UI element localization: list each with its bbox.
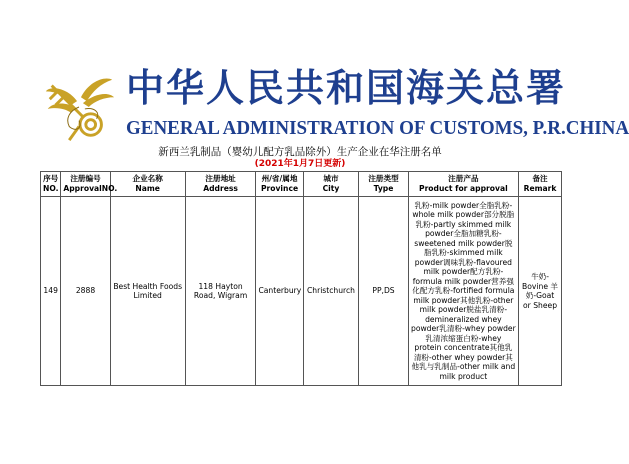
cell-remark: 牛奶-Bovine 羊奶-Goat or Sheep xyxy=(519,197,562,386)
update-date-note: (2021年1月7日更新) xyxy=(254,159,346,169)
column-header-approval-no: 注册编号 ApprovalNO. xyxy=(61,172,110,197)
list-subtitle: 新西兰乳制品（婴幼儿配方乳品除外）生产企业在华注册名单 xyxy=(158,146,442,158)
cell-city: Christchurch xyxy=(303,197,359,386)
document-header xyxy=(0,0,629,169)
column-header-city: 城市 City xyxy=(303,172,359,197)
registration-table xyxy=(40,171,562,386)
cell-approval-no: 2888 xyxy=(61,197,110,386)
cell-province: Canterbury xyxy=(256,197,303,386)
column-header-address: 注册地址 Address xyxy=(185,172,256,197)
cell-address: 118 Hayton Road, Wigram xyxy=(185,197,256,386)
column-header-type: 注册类型 Type xyxy=(359,172,408,197)
cell-no: 149 xyxy=(41,197,61,386)
cell-type: PP,DS xyxy=(359,197,408,386)
title-chinese: 中华人民共和国海关总署 xyxy=(126,65,567,110)
cell-name: Best Health Foods Limited xyxy=(110,197,185,386)
table-row xyxy=(41,197,562,386)
cell-products: 乳粉-milk powder全脂乳粉-whole milk powder部分脱脂乳粉-partly skimmed milk powder全脂加糖乳粉-sweetened milk powder脱脂乳粉-skimmed milk powder调味乳粉-flavoured milk powder配方乳粉-formula milk powder营养强化配方乳粉-fortified formula milk powder其他乳粉-other milk powder脱盐乳清粉-demineralized whey powder乳清粉-whey powder乳清浓缩蛋白粉-whey protein concentrate其他乳清粉-other whey powder其他乳与乳制品-other milk and milk product xyxy=(408,197,518,386)
column-header-province: 州/省/属地 Province xyxy=(256,172,303,197)
column-header-no: 序号 NO. xyxy=(41,172,61,197)
customs-emblem-icon xyxy=(40,68,118,146)
column-header-product: 注册产品 Product for approval xyxy=(408,172,518,197)
table-header-row xyxy=(41,172,562,197)
title-english: GENERAL ADMINISTRATION OF CUSTOMS, P.R.CHINA xyxy=(126,117,629,139)
column-header-remark: 备注 Remark xyxy=(519,172,562,197)
column-header-name: 企业名称 Name xyxy=(110,172,185,197)
